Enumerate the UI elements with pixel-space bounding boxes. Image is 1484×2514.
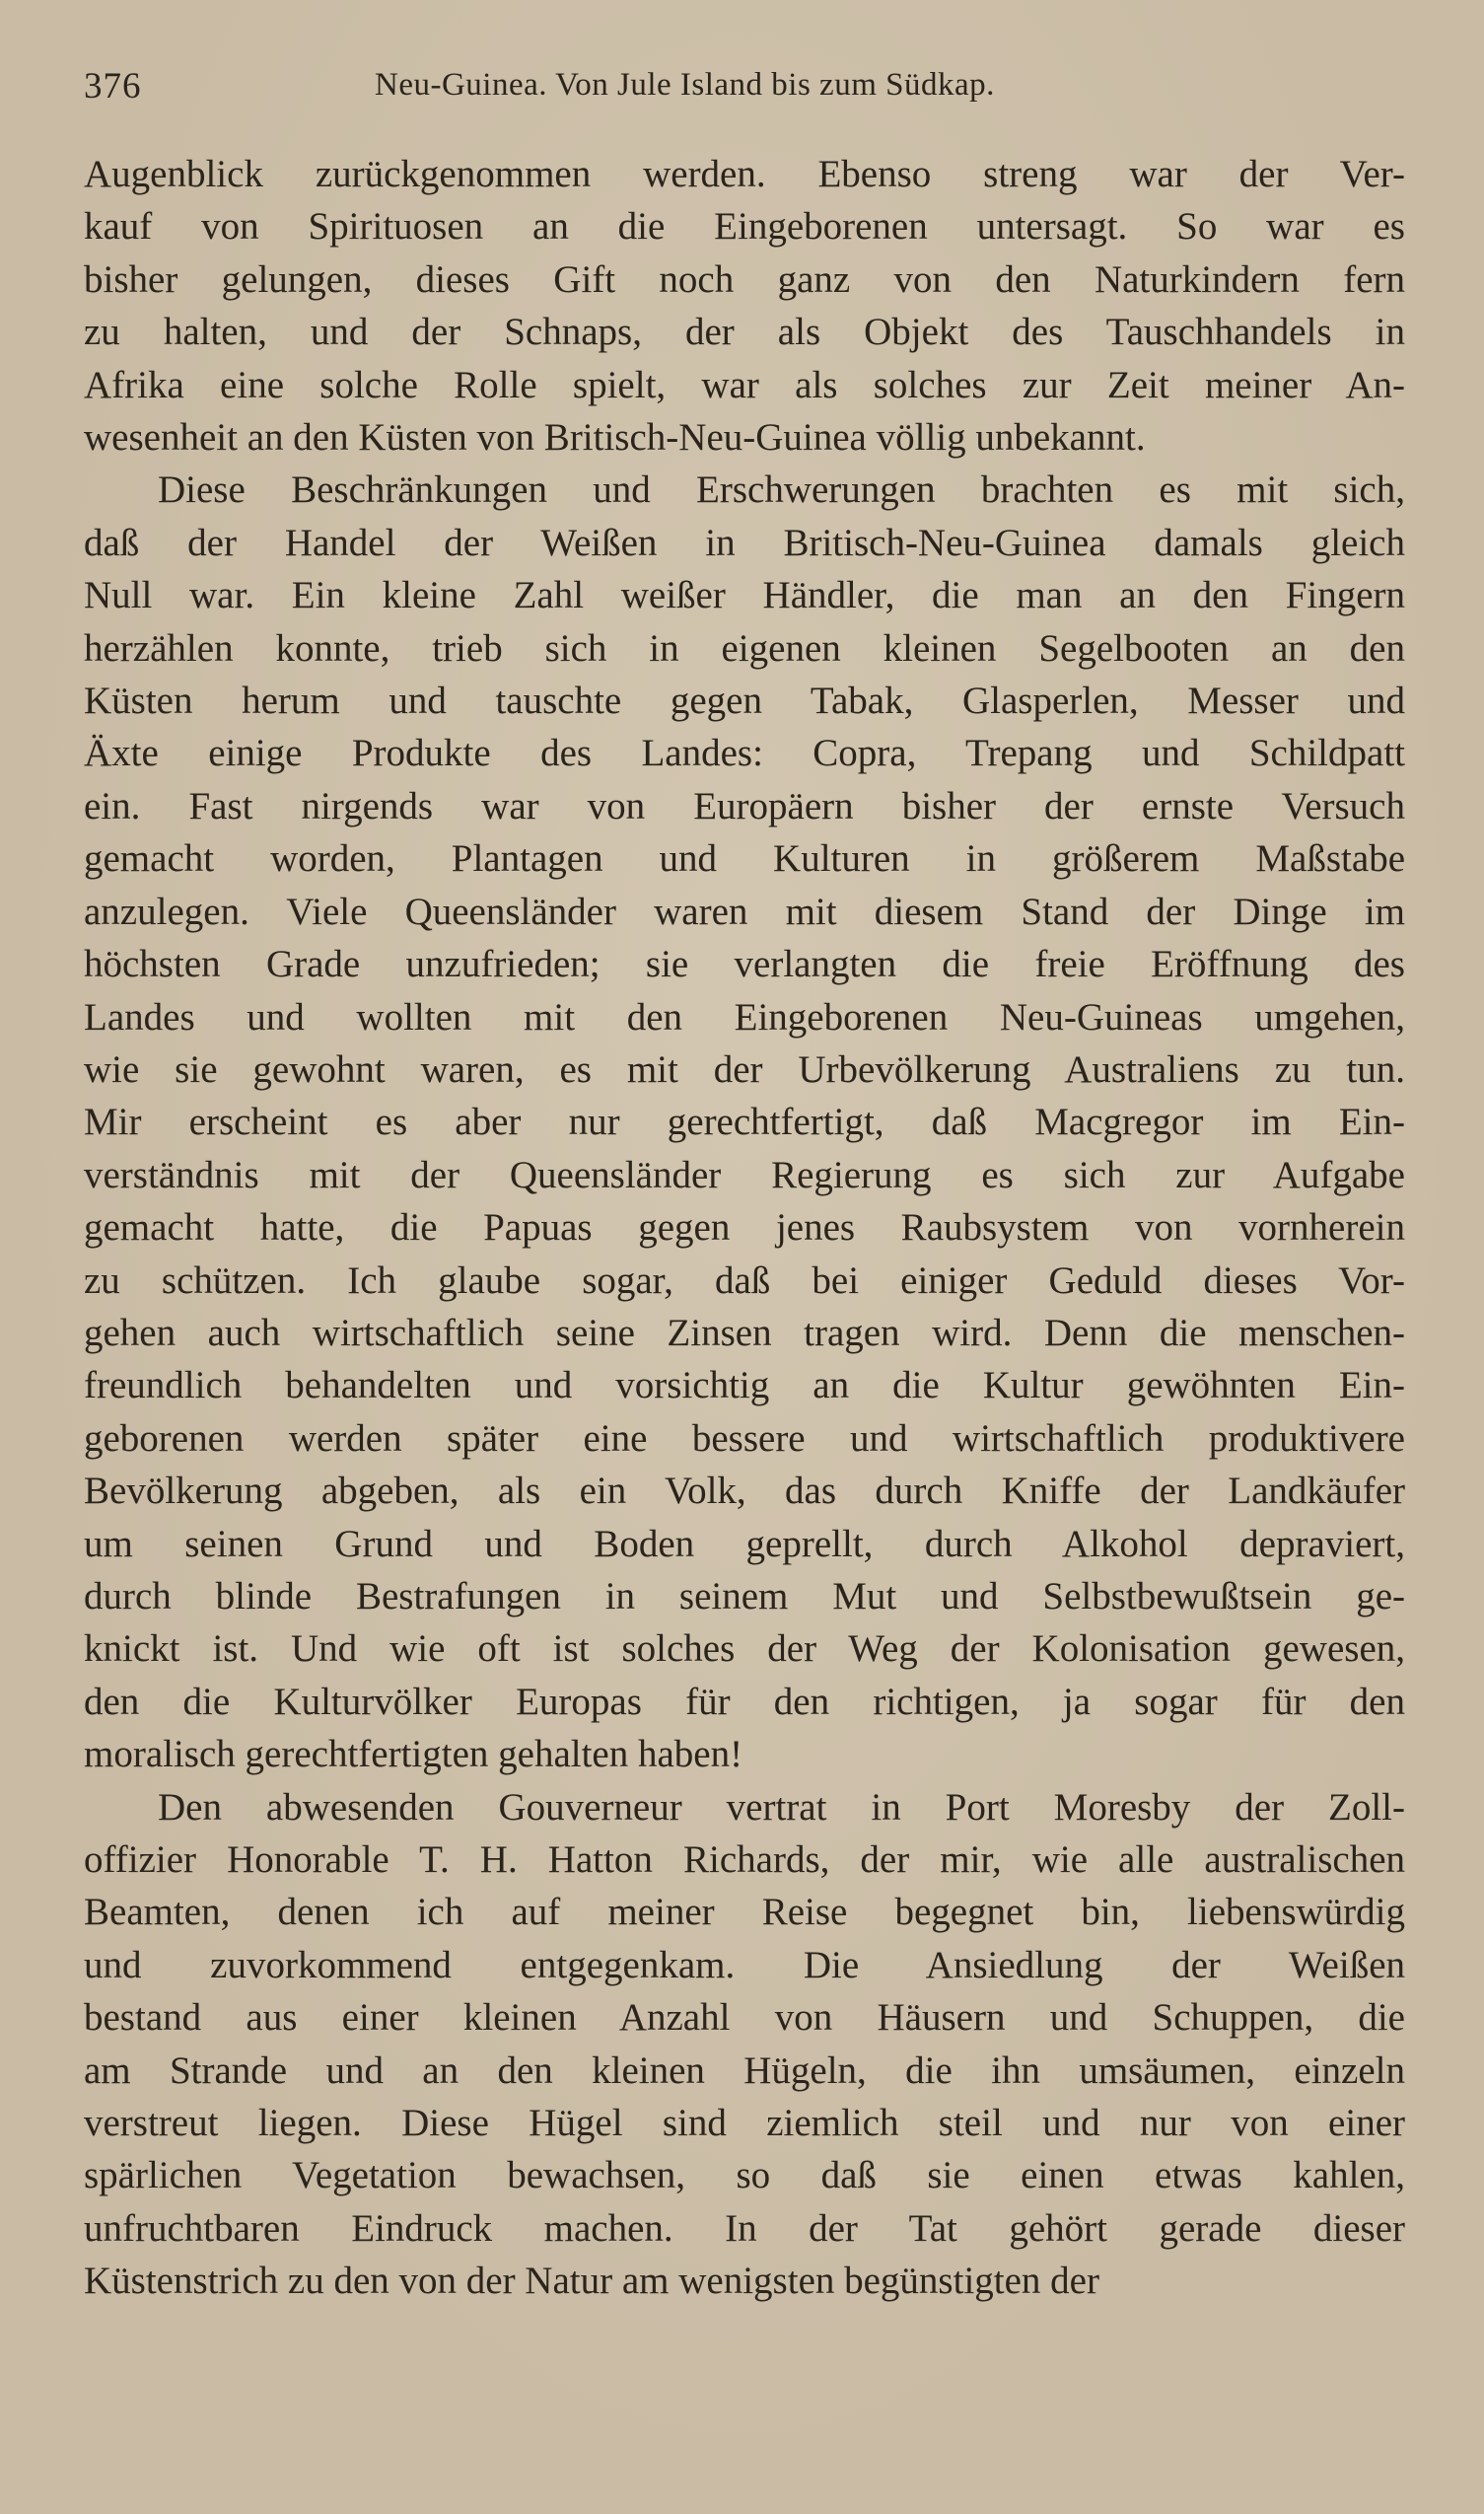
text-line: moralisch gerechtfertigten gehalten haben! [84, 1733, 743, 1776]
text-line: verstreut liegen. Diese Hügel sind ziemlich steil und nur von einer [84, 2102, 1405, 2145]
text-line: um seinen Grund und Boden geprellt, durch Alkohol depraviert, [84, 1522, 1405, 1565]
text-line: bestand aus einer kleinen Anzahl von Häusern und Schuppen, die [84, 1996, 1405, 2040]
text-line: bisher gelungen, dieses Gift noch ganz von den Naturkindern fern [84, 257, 1405, 301]
text-line: zu schützen. Ich glaube sogar, daß bei einiger Geduld dieses Vor- [84, 1258, 1405, 1302]
text-line: Beamten, denen ich auf meiner Reise begegnet bin, liebenswürdig [84, 1891, 1405, 1934]
text-line: wesenheit an den Küsten von Britisch-Neu-Guinea völlig unbekannt. [84, 416, 1146, 460]
paragraph-2 [84, 464, 1405, 1780]
text-line: Küsten herum und tauschte gegen Tabak, Glasperlen, Messer und [84, 680, 1405, 723]
text-line: wie sie gewohnt waren, es mit der Urbevölkerung Australiens zu tun. [84, 1047, 1405, 1091]
text-line: Null war. Ein kleine Zahl weißer Händler, die man an den Fingern [84, 574, 1405, 617]
text-line: Bevölkerung abgeben, als ein Volk, das durch Kniffe der Landkäufer [84, 1470, 1405, 1513]
text-line: verständnis mit der Queensländer Regierung es sich zur Aufgabe [84, 1153, 1405, 1196]
text-line: Diese Beschränkungen und Erschwerungen brachten es mit sich, [158, 468, 1405, 512]
text-line: Den abwesenden Gouverneur vertrat in Port Moresby der Zoll- [158, 1785, 1405, 1829]
text-line: Mir erscheint es aber nur gerechtfertigt, daß Macgregor im Ein- [84, 1101, 1405, 1144]
body-text [84, 148, 1405, 2308]
text-line: gemacht worden, Plantagen und Kulturen in größerem Maßstabe [84, 837, 1405, 881]
text-line: spärlichen Vegetation bewachsen, so daß sie einen etwas kahlen, [84, 2154, 1405, 2197]
text-line: durch blinde Bestrafungen in seinem Mut und Selbstbewußtsein ge- [84, 1574, 1405, 1617]
text-line: daß der Handel der Weißen in Britisch-Neu-Guinea damals gleich [84, 521, 1405, 564]
text-line: zu halten, und der Schnaps, der als Objekt des Tauschhandels in [84, 311, 1405, 354]
text-line: Landes und wollten mit den Eingeborenen Neu-Guineas umgehen, [84, 995, 1405, 1039]
text-line: offizier Honorable T. H. Hatton Richards, der mir, wie alle australischen [84, 1838, 1405, 1881]
text-line: am Strande und an den kleinen Hügeln, die ihn umsäumen, einzeln [84, 2048, 1405, 2092]
text-line: Äxte einige Produkte des Landes: Copra, Trepang und Schildpatt [84, 732, 1405, 775]
text-line: kauf von Spirituosen an die Eingeborenen untersagt. So war es [84, 205, 1405, 249]
text-line: herzählen konnte, trieb sich in eigenen kleinen Segelbooten an den [84, 626, 1405, 670]
text-line: ein. Fast nirgends war von Europäern bisher der ernste Versuch [84, 784, 1405, 827]
text-line: gemacht hatte, die Papuas gegen jenes Raubsystem von vornherein [84, 1206, 1405, 1250]
text-line: höchsten Grade unzufrieden; sie verlangten die freie Eröffnung des [84, 943, 1405, 986]
running-head: Neu-Guinea. Von Jule Island bis zum Südkap. [375, 67, 995, 103]
page-number: 376 [84, 66, 142, 107]
text-line: anzulegen. Viele Queensländer waren mit diesem Stand der Dinge im [84, 890, 1405, 933]
text-line: geborenen werden später eine bessere und wirtschaftlich produktivere [84, 1416, 1405, 1460]
text-line: gehen auch wirtschaftlich seine Zinsen tragen wird. Denn die menschen- [84, 1311, 1405, 1354]
paragraph-1 [84, 148, 1405, 464]
text-line: knickt ist. Und wie oft ist solches der Weg der Kolonisation gewesen, [84, 1627, 1405, 1671]
text-line: Afrika eine solche Rolle spielt, war als solches zur Zeit meiner An- [84, 363, 1405, 406]
paragraph-3 [84, 1781, 1405, 2308]
text-line: Augenblick zurückgenommen werden. Ebenso streng war der Ver- [84, 153, 1405, 195]
text-line: und zuvorkommend entgegenkam. Die Ansiedlung der Weißen [84, 1943, 1405, 1986]
text-line: unfruchtbaren Eindruck machen. In der Tat gehört gerade dieser [84, 2206, 1405, 2250]
text-line: Küstenstrich zu den von der Natur am wenigsten begünstigten der [84, 2260, 1099, 2303]
text-line: den die Kulturvölker Europas für den richtigen, ja sogar für den [84, 1680, 1405, 1723]
page-header [84, 65, 1405, 114]
text-line: freundlich behandelten und vorsichtig an die Kultur gewöhnten Ein- [84, 1364, 1405, 1407]
